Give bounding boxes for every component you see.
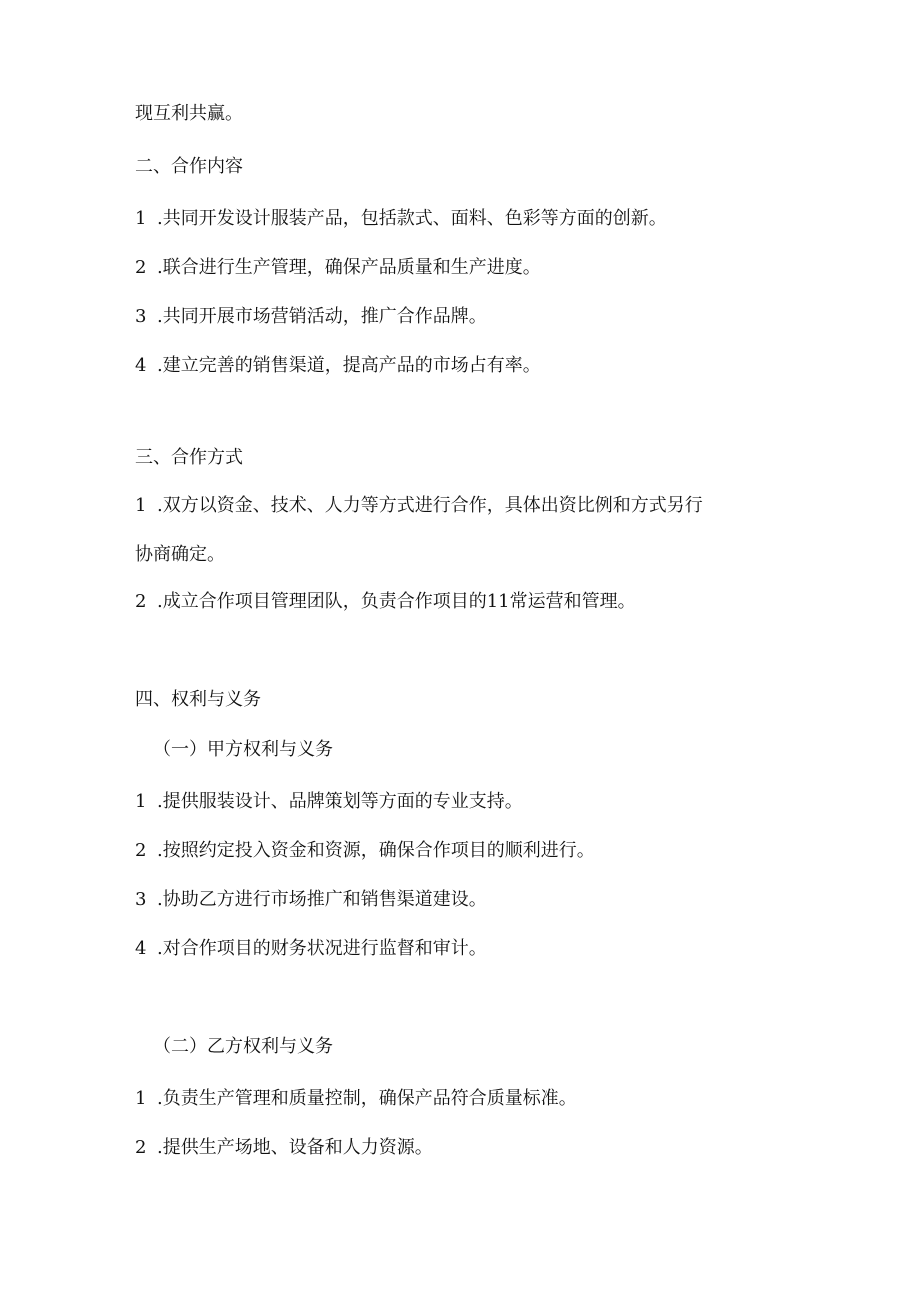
subsection-heading-party-a: （一）甲方权利与义务 <box>153 739 333 760</box>
item-number: 1 <box>135 208 147 229</box>
list-item <box>135 839 595 863</box>
item-number: 2 <box>135 1137 147 1158</box>
item-text: .按照约定投入资金和资源，确保合作项目的顺利进行。 <box>157 840 595 861</box>
list-item <box>135 1087 577 1111</box>
list-item <box>135 590 636 614</box>
item-number: 3 <box>135 889 147 910</box>
item-number: 2 <box>135 591 147 612</box>
list-item <box>135 937 487 961</box>
list-item <box>135 1136 433 1160</box>
list-item <box>135 207 667 231</box>
item-text: .共同开发设计服装产品，包括款式、面料、色彩等方面的创新。 <box>157 208 667 229</box>
item-number: 2 <box>135 840 147 861</box>
item-number: 1 <box>135 1088 147 1109</box>
item-number: 4 <box>135 355 147 376</box>
item-number: 4 <box>135 938 147 959</box>
item-number: 3 <box>135 306 147 327</box>
item-text: .双方以资金、技术、人力等方式进行合作，具体出资比例和方式另行 <box>157 495 703 516</box>
list-item-continuation: 协商确定。 <box>135 544 225 565</box>
list-item <box>135 888 487 912</box>
list-item <box>135 494 703 518</box>
item-number: 2 <box>135 257 147 278</box>
item-text: .共同开展市场营销活动，推广合作品牌。 <box>157 306 487 327</box>
subsection-heading-party-b: （二）乙方权利与义务 <box>153 1036 333 1057</box>
item-number: 1 <box>135 495 147 516</box>
list-item <box>135 305 487 329</box>
item-number: 1 <box>135 791 147 812</box>
item-text: .提供服装设计、品牌策划等方面的专业支持。 <box>157 791 523 812</box>
section-heading-cooperation-content: 二、合作内容 <box>135 156 243 177</box>
item-text: .联合进行生产管理，确保产品质量和生产进度。 <box>157 257 541 278</box>
item-text: .负责生产管理和质量控制，确保产品符合质量标准。 <box>157 1088 577 1109</box>
list-item <box>135 256 541 280</box>
section-heading-rights-obligations: 四、权利与义务 <box>135 689 261 710</box>
item-text: .建立完善的销售渠道，提高产品的市场占有率。 <box>157 355 541 376</box>
item-text: .对合作项目的财务状况进行监督和审计。 <box>157 938 487 959</box>
list-item <box>135 790 523 814</box>
item-text: .成立合作项目管理团队，负责合作项目的11常运营和管理。 <box>157 591 636 612</box>
section-heading-cooperation-method: 三、合作方式 <box>135 447 243 468</box>
list-item <box>135 354 541 378</box>
continuation-text: 现互利共赢。 <box>135 103 243 124</box>
item-text: .提供生产场地、设备和人力资源。 <box>157 1137 433 1158</box>
item-text: .协助乙方进行市场推广和销售渠道建设。 <box>157 889 487 910</box>
